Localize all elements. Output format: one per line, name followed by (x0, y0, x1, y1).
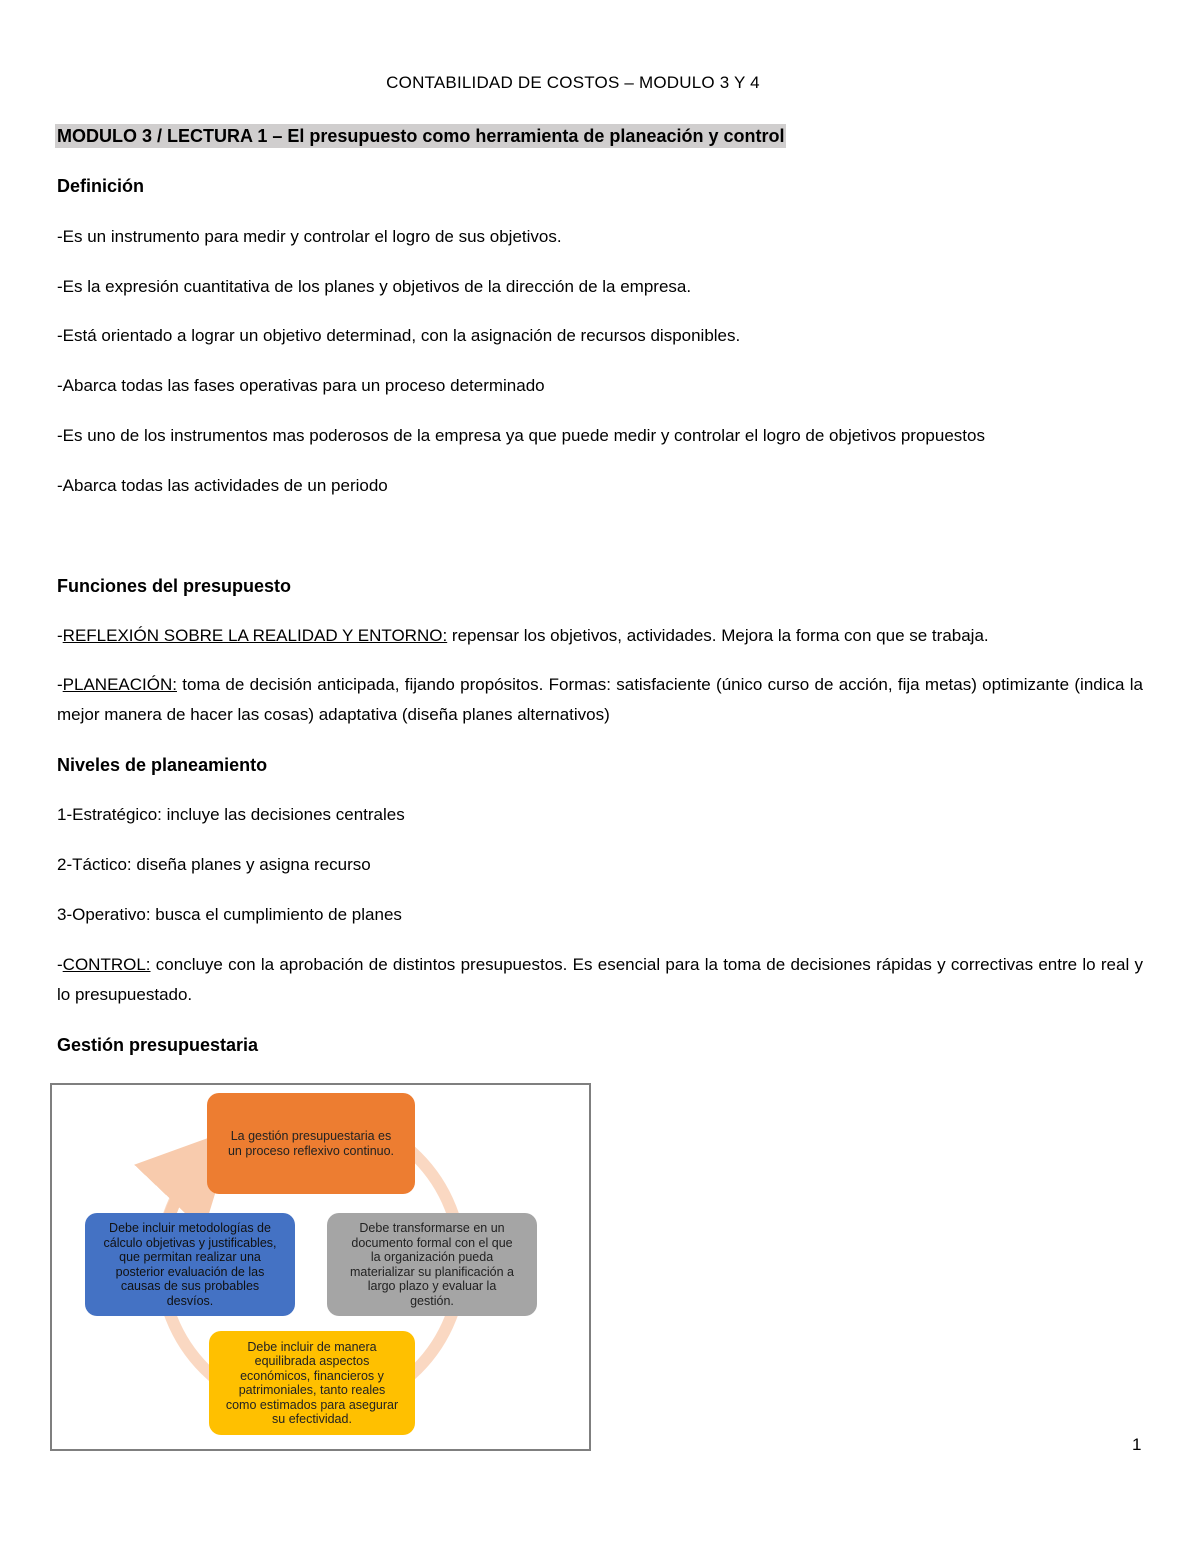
box-bottom-line: Debe incluir de manera (247, 1339, 377, 1354)
reflexion-text: repensar los objetivos, actividades. Mejora la forma con que se trabaja. (447, 626, 989, 645)
lecture-title: MODULO 3 / LECTURA 1 – El presupuesto como herramienta de planeación y control (57, 126, 785, 146)
control-label: CONTROL: (62, 955, 151, 974)
control-text: concluye con la aprobación de distintos presupuestos. Es esencial para la toma de decisiones rápidas y correctivas entre lo real y lo presupuestado. (57, 955, 1143, 1004)
planeacion-label: PLANEACIÓN: (62, 675, 177, 694)
page-header: CONTABILIDAD DE COSTOS – MODULO 3 Y 4 (386, 73, 760, 92)
definition-item: -Es uno de los instrumentos mas poderosos de la empresa ya que puede medir y controlar el logro de objetivos propuestos (57, 426, 985, 445)
box-right-line: gestión. (410, 1293, 454, 1308)
box-left-line: cálculo objetivas y justificables, (103, 1235, 277, 1250)
box-top-line: La gestión presupuestaria es (230, 1129, 392, 1143)
levels-heading: Niveles de planeamiento (57, 755, 268, 775)
function-control (57, 950, 1143, 1010)
level-item: 2-Táctico: diseña planes y asigna recurso (57, 855, 371, 874)
box-right-line: largo plazo y evaluar la (367, 1279, 497, 1293)
definition-item: -Es un instrumento para medir y controlar el logro de sus objetivos. (57, 227, 562, 246)
diagram-box-right (327, 1213, 537, 1316)
diagram-box-bottom (209, 1331, 415, 1435)
box-top-line: un proceso reflexivo continuo. (227, 1143, 395, 1158)
control-prefix: - (57, 955, 63, 974)
definition-heading: Definición (57, 176, 145, 196)
level-item: 3-Operativo: busca el cumplimiento de planes (57, 905, 402, 924)
diagram-box-left (85, 1213, 295, 1316)
box-right-line: documento formal con el que (351, 1235, 513, 1250)
budget-management-cycle-diagram (50, 1083, 591, 1451)
box-right-line: la organización pueda (370, 1250, 494, 1264)
definition-item: -Es la expresión cuantitativa de los planes y objetivos de la dirección de la empresa. (57, 277, 692, 296)
function-planeacion (57, 670, 1143, 730)
box-bottom-line: económicos, financieros y (240, 1368, 384, 1383)
definition-item: -Está orientado a lograr un objetivo determinad, con la asignación de recursos disponibles. (57, 326, 741, 345)
reflexion-label: REFLEXIÓN SOBRE LA REALIDAD Y ENTORNO: (62, 626, 448, 645)
box-left-line: Debe incluir metodologías de (109, 1221, 271, 1235)
box-left-line: desvíos. (166, 1293, 214, 1308)
box-left-line: que permitan realizar una (119, 1250, 261, 1264)
page-number: 1 (1132, 1435, 1142, 1454)
box-right-line: Debe transformarse en un (359, 1221, 505, 1235)
box-bottom-line: equilibrada aspectos (254, 1354, 370, 1368)
level-item: 1-Estratégico: incluye las decisiones centrales (57, 805, 405, 824)
box-bottom-line: como estimados para asegurar (225, 1397, 399, 1412)
box-left-line: causas de sus probables (120, 1279, 260, 1293)
box-right-line: materializar su planificación a (350, 1264, 514, 1279)
reflexion-prefix: - (57, 626, 63, 645)
box-left-line: posterior evaluación de las (115, 1264, 265, 1279)
function-reflexion (57, 626, 989, 646)
planeacion-prefix: - (57, 675, 63, 694)
gestion-heading: Gestión presupuestaria (57, 1035, 259, 1055)
definition-item: -Abarca todas las actividades de un periodo (57, 476, 388, 495)
box-bottom-line: patrimoniales, tanto reales (238, 1383, 386, 1397)
box-bottom-line: su efectividad. (272, 1412, 352, 1426)
diagram-box-top (207, 1093, 415, 1194)
definition-item: -Abarca todas las fases operativas para un proceso determinado (57, 376, 545, 395)
functions-heading: Funciones del presupuesto (57, 576, 292, 596)
planeacion-text: toma de decisión anticipada, fijando propósitos. Formas: satisfaciente (único curso de acción, fija metas) optimizante (indica la mejor manera de hacer las cosas) adaptativa (diseña planes alternativos) (57, 675, 1143, 724)
